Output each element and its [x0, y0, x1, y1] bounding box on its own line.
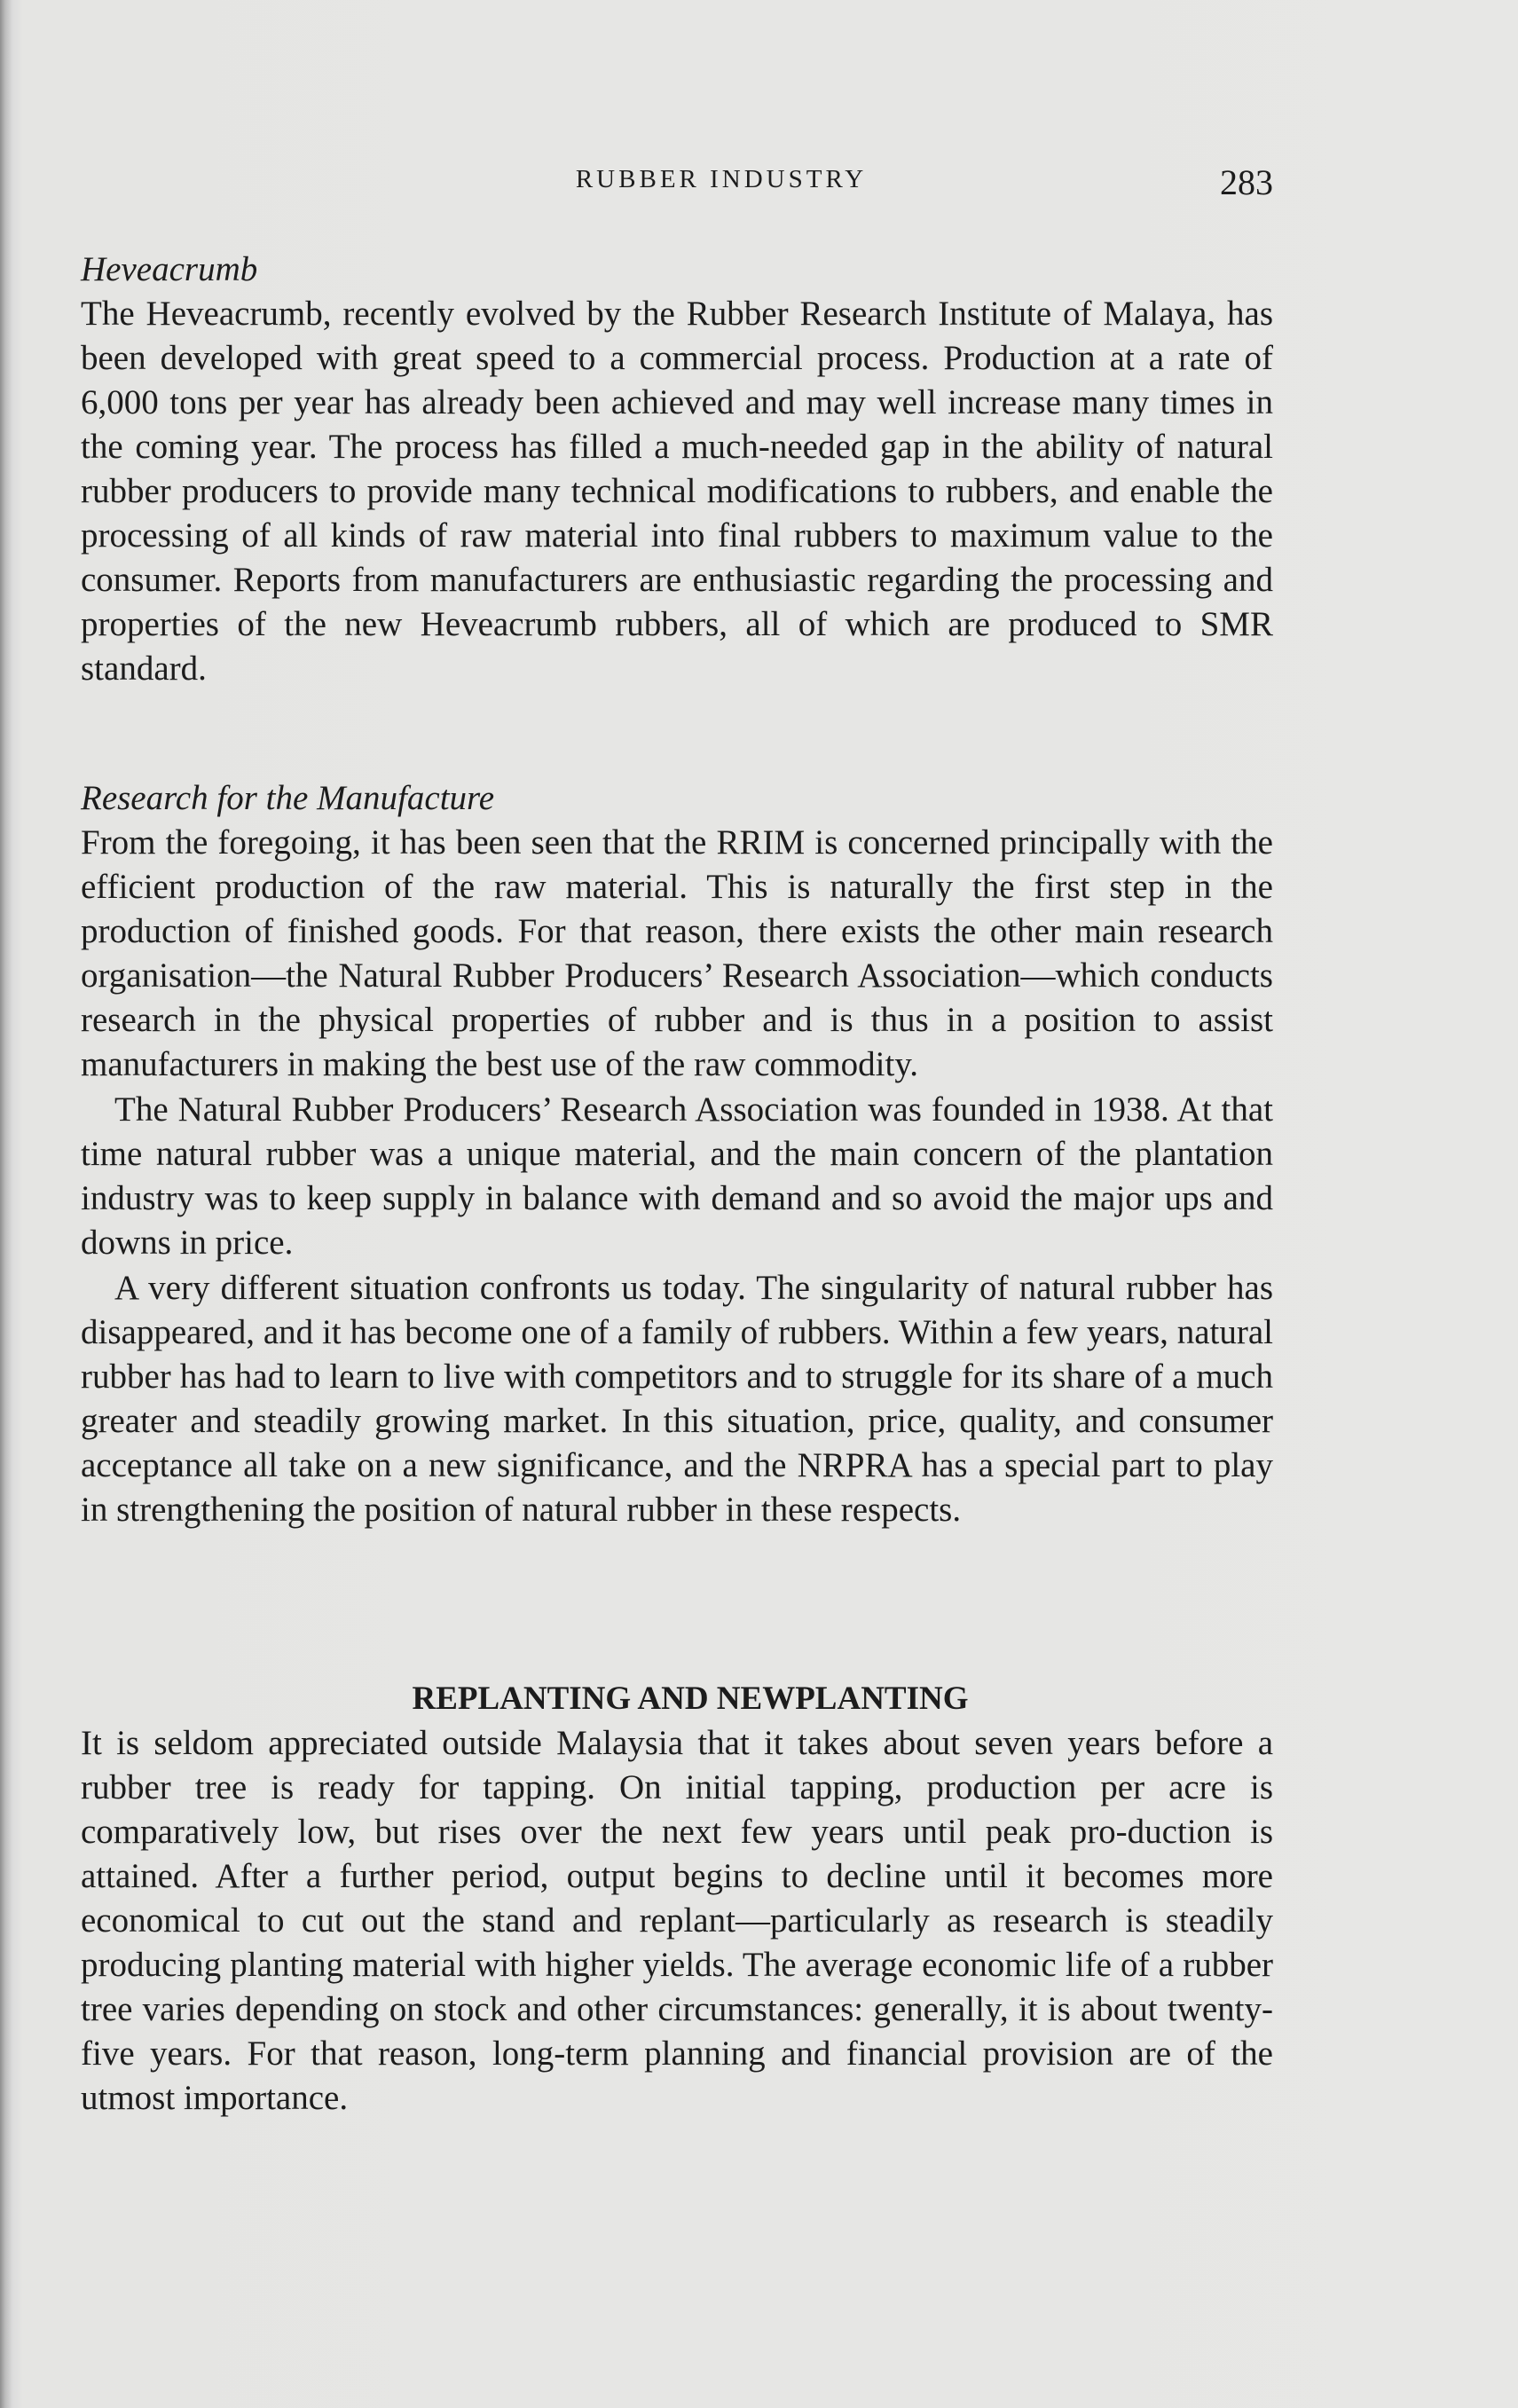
- page-number: 283: [1220, 162, 1273, 202]
- section-heveacrumb: [81, 248, 1273, 691]
- paragraph-different-situation: A very different situation confronts us today. The singularity of natural rubber has disappeared, and it has become one of a family of rubbers. Within a few years, natural rubber has had to learn to live with competitors and to struggle for its share of a much greater and steadily growing market. In this situation, price, quality, and consumer acceptance all take on a new significance, and the NRPRA has a special part to play in strengthening the position of natural rubber in these respects.: [81, 1269, 1273, 1529]
- running-title: RUBBER INDUSTRY: [575, 165, 868, 193]
- paragraph-replanting: It is seldom appreciated outside Malaysia that it takes about seven years before a rubber tree is ready for tapping. On initial tapping, production per acre is comparatively low, but rises over the next few years until peak pro-duction is attained. After a further period, output begins to decline until it becomes more economical to cut out the stand and replant—particularly as research is steadily producing planting material with higher yields. The average economic life of a rubber tree varies depending on stock and other circumstances: generally, it is about twenty-five years. For that reason, long-term planning and financial provision are of the utmost importance.: [81, 1724, 1273, 2117]
- subheading-research-for-manufacture: Research for the Manufacture: [81, 779, 495, 817]
- section-replanting: [81, 1677, 1273, 2121]
- paragraph-research-intro: From the foregoing, it has been seen that the RRIM is concerned principally with the efficient production of the raw material. This is naturally the first step in the production of finished goods. For that reason, there exists the other main research organisation—the Natural Rubber Producers’ Research Association—which conducts research in the physical properties of rubber and is thus in a position to assist manufacturers in making the best use of the raw commodity.: [81, 823, 1273, 1083]
- paragraph-nrpra-founding: The Natural Rubber Producers’ Research Association was founded in 1938. At that time natural rubber was a unique material, and the main concern of the plantation industry was to keep supply in balance with demand and so avoid the major ups and downs in price.: [81, 1090, 1273, 1262]
- section-heading-replanting: REPLANTING AND NEWPLANTING: [412, 1680, 969, 1717]
- paragraph-heveacrumb: The Heveacrumb, recently evolved by the Rubber Research Institute of Malaya, has been developed with great speed to a commercial process. Production at a rate of 6,000 tons per year has already been achieved and may well increase many times in the coming year. The process has filled a much-needed gap in the ability of natural rubber producers to provide many technical modifications to rubbers, and enable the processing of all kinds of raw material into final rubbers to maximum value to the consumer. Reports from manufacturers are enthusiastic regarding the processing and properties of the new Heveacrumb rubbers, all of which are produced to SMR standard.: [81, 295, 1273, 688]
- running-head: [81, 161, 1273, 206]
- subheading-heveacrumb: Heveacrumb: [81, 250, 258, 288]
- section-research-for-manufacture: [81, 776, 1273, 1532]
